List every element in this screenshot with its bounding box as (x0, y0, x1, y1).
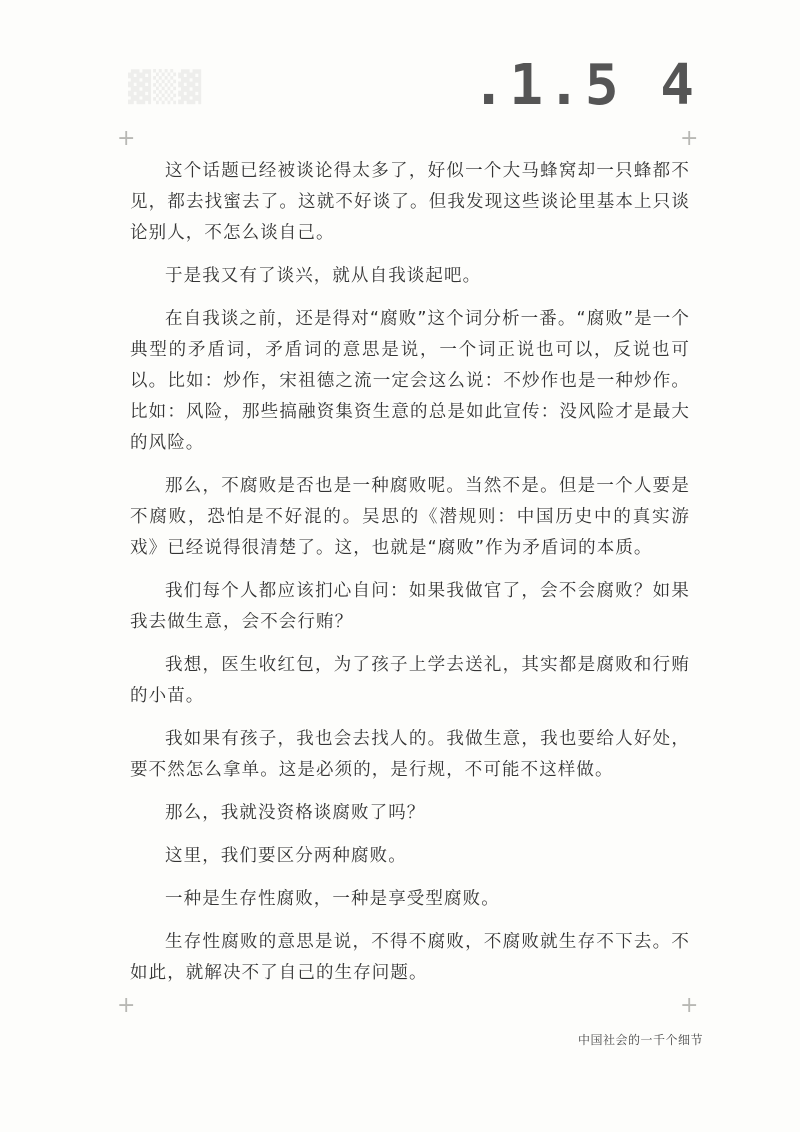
paragraph-1: 这个话题已经被谈论得太多了，好似一个大马蜂窝却一只蜂都不见，都去找蜜去了。这就不好谈了。但我发现这些谈论里基本上只谈论别人，不怎么谈自己。 (130, 161, 690, 243)
paragraph-9: 这里，我们要区分两种腐败。 (165, 846, 407, 866)
registration-mark-top-left: + (117, 126, 136, 151)
paragraph-3: 在自我谈之前，还是得对“腐败”这个词分析一番。“腐败”是一个典型的矛盾词，矛盾词的意思是说，一个词正说也可以，反说也可以。比如：炒作，宋祖德之流一定会这么说：不炒作也是一种炒作。比如：风险，那些搞融资集资生意的总是如此宣传：没风险才是最大的风险。 (130, 309, 690, 453)
paragraph-4: 那么，不腐败是否也是一种腐败呢。当然不是。但是一个人要是不腐败，恐怕是不好混的。吴思的《潜规则：中国历史中的真实游戏》已经说得很清楚了。这，也就是“腐败”作为矛盾词的本质。 (130, 476, 690, 558)
body-text (130, 156, 690, 1001)
paragraph-10: 一种是生存性腐败，一种是享受型腐败。 (165, 889, 500, 909)
paragraph-6: 我想，医生收红包，为了孩子上学去送礼，其实都是腐败和行贿的小苗。 (130, 655, 690, 706)
paragraph-7: 我如果有孩子，我也会去找人的。我做生意，我也要给人好处，要不然怎么拿单。这是必须的，是行规，不可能不这样做。 (130, 729, 690, 780)
page-number: .1.5 4 (471, 53, 698, 118)
paragraph-8: 那么，我就没资格谈腐败了吗？ (165, 803, 426, 823)
paragraph-11: 生存性腐败的意思是说，不得不腐败，不腐败就生存不下去。不如此，就解决不了自己的生存问题。 (130, 932, 690, 983)
paragraph-5: 我们每个人都应该扪心自问：如果我做官了，会不会腐败？如果我去做生意，会不会行贿？ (130, 581, 690, 632)
faded-header-mark: ▓▒▓ (128, 70, 204, 105)
registration-mark-top-right: + (680, 126, 699, 151)
registration-mark-bottom-left: + (117, 993, 136, 1018)
running-footer: 中国社会的一千个细节 (578, 1033, 704, 1047)
registration-mark-bottom-right: + (680, 993, 699, 1018)
paragraph-2: 于是我又有了谈兴，就从自我谈起吧。 (165, 266, 482, 286)
